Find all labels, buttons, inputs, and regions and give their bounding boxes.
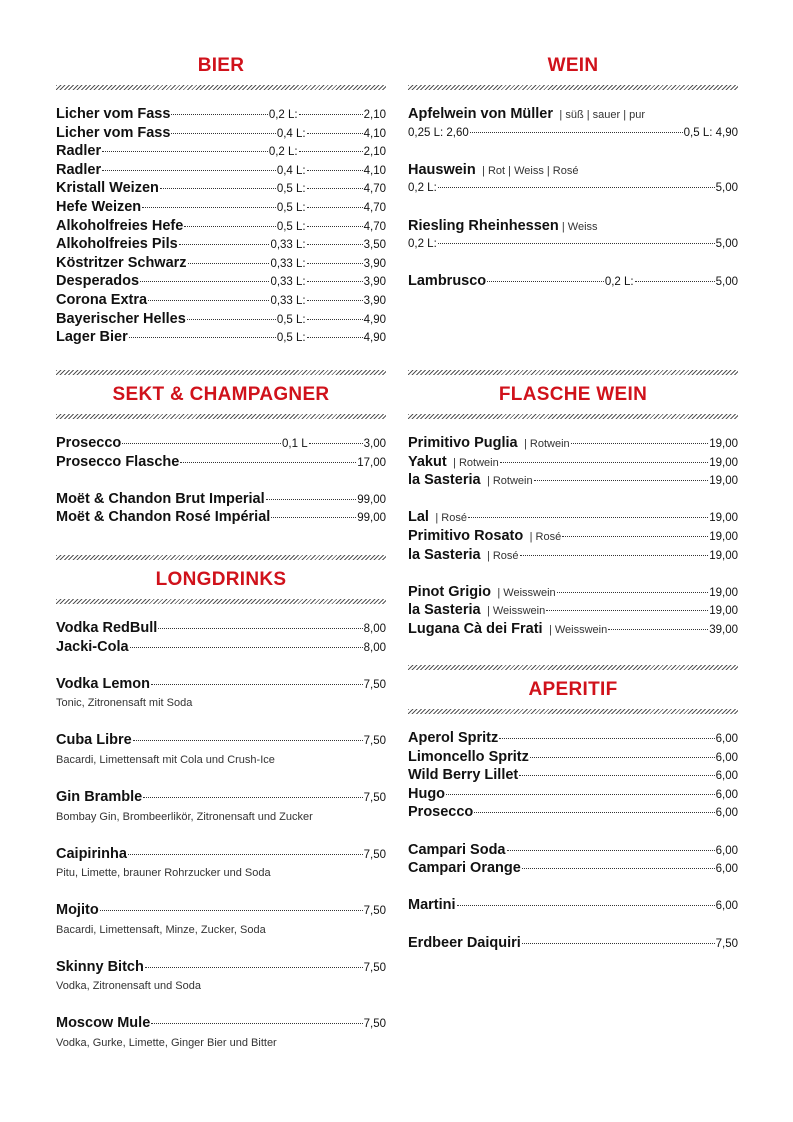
section-title: BIER: [197, 55, 245, 76]
menu-item: la Sasteria | Weisswein 19,00: [408, 602, 738, 619]
menu-item: Kristall Weizen 0,5 L: 4,70: [56, 180, 386, 197]
menu-item: Limoncello Spritz 6,00: [408, 748, 738, 765]
menu-item: Alkoholfreies Pils 0,33 L: 3,50: [56, 236, 386, 253]
menu-item: Jacki-Cola 8,00: [56, 638, 386, 655]
divider: [56, 414, 386, 419]
menu-item: Primitivo Rosato | Rosé 19,00: [408, 527, 738, 544]
section-longdrinks: [56, 555, 386, 1053]
menu-item: Campari Soda 6,00: [408, 841, 738, 858]
section-title: LONGDRINKS: [155, 569, 287, 590]
item-description: Bombay Gin, Brombeerlikör, Zitronensaft und Zucker: [56, 810, 313, 823]
menu-item: Vodka Lemon 7,50: [56, 675, 386, 692]
menu-item: Lugana Cà dei Frati | Weisswein 39,00: [408, 620, 738, 637]
menu-item: la Sasteria | Rosé 19,00: [408, 546, 738, 563]
section-aperitif: [408, 665, 738, 952]
menu-item: Martini 6,00: [408, 897, 738, 914]
divider: [56, 85, 386, 90]
divider: [408, 414, 738, 419]
section-bier: [56, 46, 386, 347]
menu-item: Yakut | Rotwein 19,00: [408, 453, 738, 470]
item-description: Bacardi, Limettensaft, Minze, Zucker, Soda: [56, 923, 266, 936]
item-description: Pitu, Limette, brauner Rohrzucker und Soda: [56, 867, 271, 880]
menu-item: Lal | Rosé 19,00: [408, 509, 738, 526]
menu-item: Moscow Mule 7,50: [56, 1015, 386, 1032]
menu-item: Radler 0,4 L: 4,10: [56, 161, 386, 178]
menu-item: Licher vom Fass 0,4 L: 4,10: [56, 124, 386, 141]
menu-item: Erdbeer Daiquiri 7,50: [408, 934, 738, 951]
menu-item: Apfelwein von Müller | süß | sauer | pur: [408, 106, 646, 122]
item-description: Bacardi, Limettensaft mit Cola und Crush-Ice: [56, 753, 275, 766]
menu-item: Gin Bramble 7,50: [56, 788, 386, 805]
section-title: FLASCHE WEIN: [498, 384, 648, 405]
divider: [408, 709, 738, 714]
menu-item: Pinot Grigio | Weisswein 19,00: [408, 583, 738, 600]
divider: [408, 370, 738, 375]
menu-item: Prosecco 6,00: [408, 804, 738, 821]
menu-item: Prosecco 0,1 L 3,00: [56, 435, 386, 451]
menu-item: Prosecco Flasche 17,00: [56, 453, 386, 470]
item-description: Tonic, Zitronensaft mit Soda: [56, 697, 193, 710]
item-description: Vodka, Gurke, Limette, Ginger Bier und Bitter: [56, 1036, 277, 1049]
menu-item: Hugo 6,00: [408, 785, 738, 802]
menu-item: Caipirinha 7,50: [56, 845, 386, 862]
menu-item: Primitivo Puglia | Rotwein 19,00: [408, 435, 738, 451]
menu-item: Moët & Chandon Brut Imperial 99,00: [56, 490, 386, 507]
menu-item-sizes: 0,25 L: 2,60 0,5 L: 4,90: [408, 126, 738, 139]
menu-item-sizes: 0,2 L: 5,00: [408, 182, 738, 195]
divider: [56, 555, 386, 560]
section-sekt: [56, 370, 386, 527]
menu-item: Corona Extra 0,33 L: 3,90: [56, 291, 386, 308]
menu-item: Desperados 0,33 L: 3,90: [56, 273, 386, 290]
menu-item: la Sasteria | Rotwein 19,00: [408, 472, 738, 489]
menu-item-sizes: 0,2 L: 5,00: [408, 238, 738, 251]
section-title: SEKT & CHAMPAGNER: [112, 384, 330, 405]
menu-item: Köstritzer Schwarz 0,33 L: 3,90: [56, 254, 386, 271]
menu-item: Mojito 7,50: [56, 902, 386, 919]
menu-item: Riesling Rheinhessen | Weiss: [408, 217, 598, 234]
menu-item: Bayerischer Helles 0,5 L: 4,90: [56, 310, 386, 327]
section-wein: [408, 46, 738, 291]
menu-item: Campari Orange 6,00: [408, 860, 738, 877]
menu-item: Aperol Spritz 6,00: [408, 730, 738, 746]
item-description: Vodka, Zitronensaft und Soda: [56, 980, 201, 993]
menu-item: Alkoholfreies Hefe 0,5 L: 4,70: [56, 217, 386, 234]
section-title: APERITIF: [528, 679, 618, 700]
divider: [56, 599, 386, 604]
divider: [56, 370, 386, 375]
menu-item: Hefe Weizen 0,5 L: 4,70: [56, 198, 386, 215]
menu-item: Hauswein | Rot | Weiss | Rosé: [408, 161, 579, 178]
menu-item: Wild Berry Lillet 6,00: [408, 767, 738, 784]
section-title: WEIN: [547, 55, 599, 76]
menu-item: Vodka RedBull 8,00: [56, 620, 386, 636]
menu-item: Radler 0,2 L: 2,10: [56, 143, 386, 160]
menu-item: Moët & Chandon Rosé Impérial 99,00: [56, 509, 386, 526]
menu-item: Lager Bier 0,5 L: 4,90: [56, 329, 386, 346]
menu-item: Skinny Bitch 7,50: [56, 958, 386, 975]
menu-item: Cuba Libre 7,50: [56, 732, 386, 749]
section-flasche-wein: [408, 370, 738, 639]
menu-item: Lambrusco 0,2 L: 5,00: [408, 273, 738, 290]
divider: [408, 85, 738, 90]
divider: [408, 665, 738, 670]
menu-item: Licher vom Fass 0,2 L: 2,10: [56, 106, 386, 122]
